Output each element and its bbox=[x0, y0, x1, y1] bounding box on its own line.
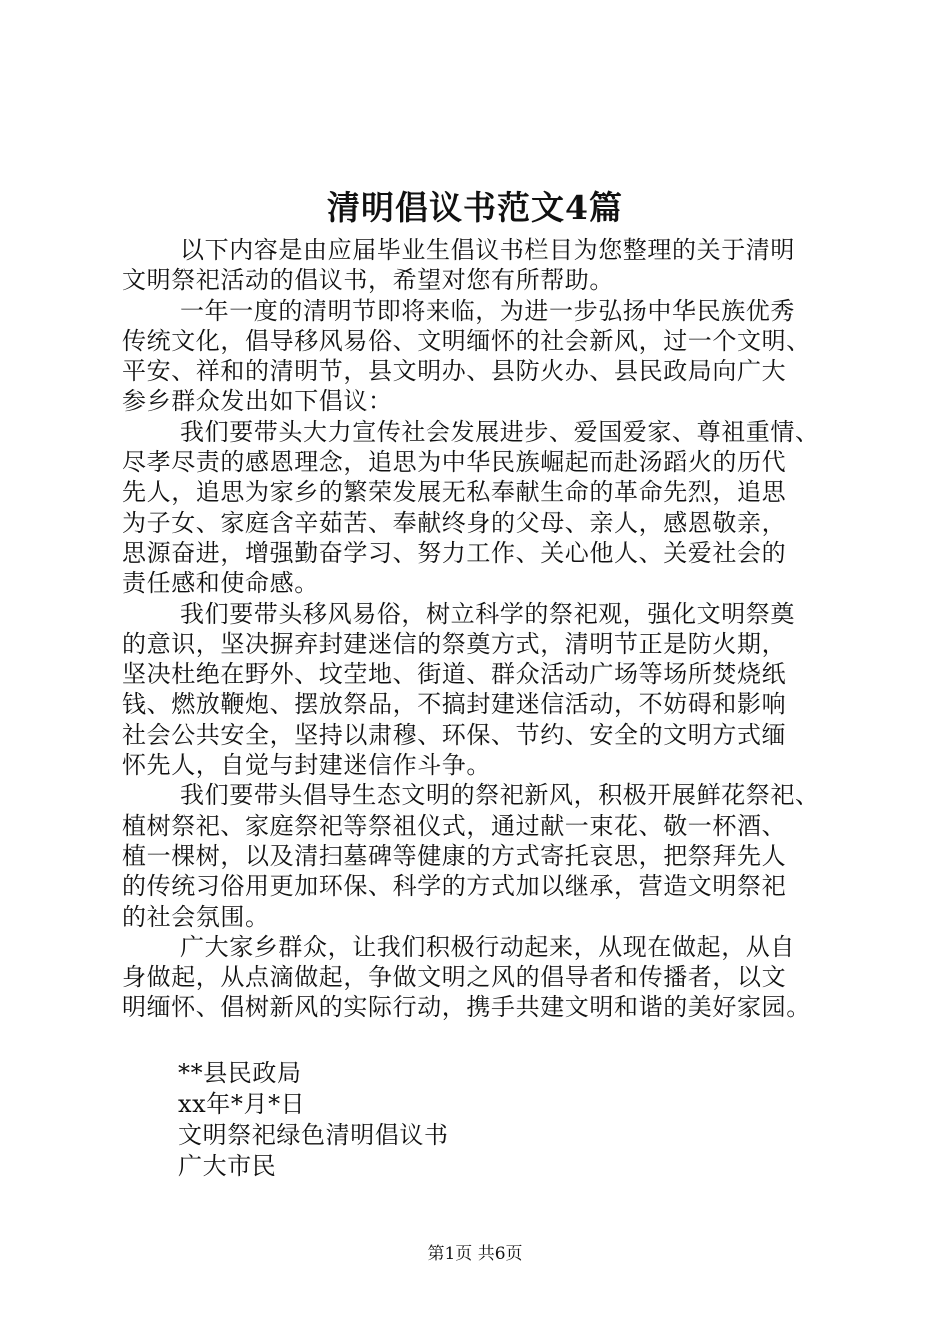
paragraph-line: 广大家乡群众，让我们积极行动起来，从现在做起，从自 bbox=[180, 932, 795, 961]
paragraph-line: 尽孝尽责的感恩理念，追思为中华民族崛起而赴汤蹈火的历代 bbox=[122, 448, 787, 477]
page-footer: 第1页 共6页 bbox=[427, 1244, 523, 1264]
paragraph-line: 坚决杜绝在野外、坟茔地、街道、群众活动广场等场所焚烧纸 bbox=[122, 660, 787, 689]
paragraph bbox=[122, 599, 832, 781]
paragraph-line: 平安、祥和的清明节，县文明办、县防火办、县民政局向广大 bbox=[122, 357, 787, 386]
paragraph-line: 植树祭祀、家庭祭祀等祭祖仪式，通过献一束花、敬一杯酒、 bbox=[122, 811, 787, 840]
paragraph-line: 一年一度的清明节即将来临，为进一步弘扬中华民族优秀 bbox=[180, 296, 795, 325]
paragraph bbox=[122, 417, 832, 599]
paragraph bbox=[122, 932, 832, 1023]
paragraph bbox=[122, 235, 832, 296]
signature-line: xx年*月*日 bbox=[178, 1090, 306, 1118]
paragraph-line: 的意识，坚决摒弃封建迷信的祭奠方式，清明节正是防火期， bbox=[122, 629, 787, 658]
paragraph-line: 我们要带头倡导生态文明的祭祀新风，积极开展鲜花祭祀、 bbox=[180, 781, 820, 810]
paragraph-line: 文明祭祀活动的倡议书，希望对您有所帮助。 bbox=[122, 266, 614, 295]
paragraph-line: 怀先人，自觉与封建迷信作斗争。 bbox=[122, 751, 491, 780]
paragraph-line: 以下内容是由应届毕业生倡议书栏目为您整理的关于清明 bbox=[180, 236, 795, 264]
paragraph bbox=[122, 780, 832, 931]
paragraph-line: 为子女、家庭含辛茹苦、奉献终身的父母、亲人，感恩敬亲， bbox=[122, 508, 787, 537]
paragraph-line: 传统文化，倡导移风易俗、文明缅怀的社会新风，过一个文明、 bbox=[122, 326, 811, 355]
paragraph-line: 钱、燃放鞭炮、摆放祭品，不搞封建迷信活动，不妨碍和影响 bbox=[122, 690, 787, 719]
paragraph-line: 我们要带头移风易俗，树立科学的祭祀观，强化文明祭奠 bbox=[180, 599, 795, 628]
paragraph-line: 的社会氛围。 bbox=[122, 902, 270, 931]
paragraph-line: 明缅怀、倡树新风的实际行动，携手共建文明和谐的美好家园。 bbox=[122, 993, 811, 1022]
paragraph-line: 我们要带头大力宣传社会发展进步、爱国爱家、尊祖重情、 bbox=[180, 417, 820, 446]
paragraph bbox=[122, 296, 832, 417]
document-title: 清明倡议书范文4篇 bbox=[327, 188, 623, 227]
paragraph-line: 社会公共安全，坚持以肃穆、环保、节约、安全的文明方式缅 bbox=[122, 720, 787, 749]
paragraph-line: 先人，追思为家乡的繁荣发展无私奉献生命的革命先烈，追思 bbox=[122, 478, 787, 507]
paragraph-line: 参乡群众发出如下倡议： bbox=[122, 387, 393, 416]
signature-block bbox=[178, 1058, 449, 1182]
signature-line: 文明祭祀绿色清明倡议书 bbox=[178, 1121, 449, 1149]
signature-line: 广大市民 bbox=[178, 1152, 277, 1180]
paragraph-line: 思源奋进，增强勤奋学习、努力工作、关心他人、关爱社会的 bbox=[122, 538, 787, 567]
signature-line: **县民政局 bbox=[178, 1059, 302, 1087]
paragraph-line: 身做起，从点滴做起，争做文明之风的倡导者和传播者，以文 bbox=[122, 963, 787, 992]
paragraph-line: 责任感和使命感。 bbox=[122, 569, 319, 598]
document-body bbox=[122, 235, 832, 1023]
paragraph-line: 植一棵树，以及清扫墓碑等健康的方式寄托哀思，把祭拜先人 bbox=[122, 841, 787, 870]
paragraph-line: 的传统习俗用更加环保、科学的方式加以继承，营造文明祭祀 bbox=[122, 872, 787, 901]
